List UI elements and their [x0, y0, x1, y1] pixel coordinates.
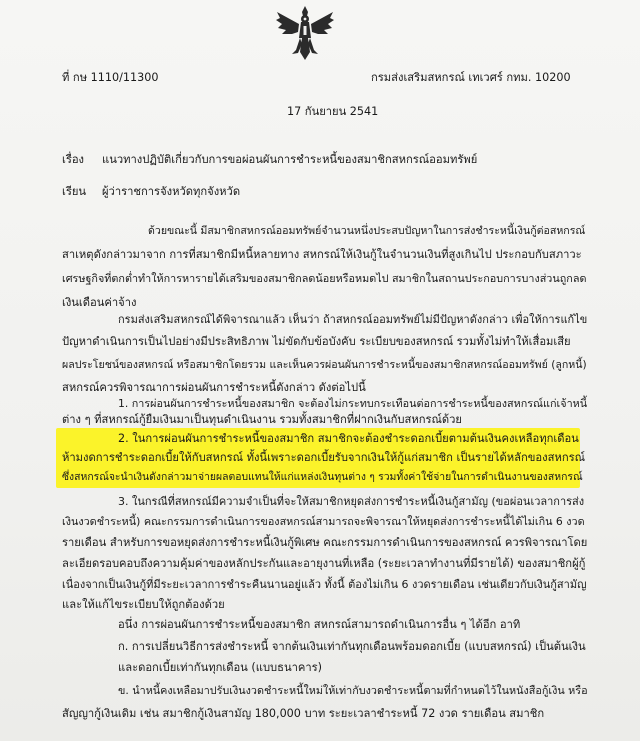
item-3-line-4: ละเอียดรอบคอบถึงความคุ้มค่าของหลักประกันและอายุงานที่เหลือ (ระยะเวลาทำงานที่มีรายได้) ของสมาชิกผู้กู้ — [62, 557, 586, 570]
p2-line-3: ผลประโยชน์ของสหกรณ์ หรือสมาชิกโดยรวม และเห็นควรผ่อนผันการชำระหนี้ของสมาชิกสหกรณ์ออมทรัพย์ (ลูกหนี้) — [62, 359, 587, 371]
p1-line-4: เงินเดือนค่าจ้าง — [62, 296, 137, 309]
p2-line-4: สหกรณ์ควรพิจารณาการผ่อนผันการชำระหนี้ดังกล่าว ดังต่อไปนี้ — [62, 381, 366, 394]
item-3-line-2: เงินงวดชำระหนี้) คณะกรรมการดำเนินการของสหกรณ์สามารถจะพิจารณาให้หยุดส่งการชำระหนี้ได้ไม่เกิน 6 งวด — [62, 515, 585, 528]
item-3-line-3: รายเดือน สำหรับการขอหยุดส่งการชำระหนี้เงินกู้พิเศษ คณะกรรมการดำเนินการของสหกรณ์ ควรพิจารณาโดย — [62, 536, 588, 549]
item-1-line-1: 1. การผ่อนผันการชำระหนี้ของสมาชิก จะต้องไม่กระทบกระเทือนต่อการชำระหนี้ของสหกรณ์แก่เจ้าหนี้ — [118, 397, 588, 410]
item-2-line-2: ห้ามงดการชำระดอกเบี้ยให้กับสหกรณ์ ทั้งนี้เพราะดอกเบี้ยรับจากเงินให้กู้แก่สมาชิก เป็นรายได้หลักของสหกรณ์ — [62, 451, 585, 464]
document-date: 17 กันยายน 2541 — [287, 105, 379, 118]
issuing-office: กรมส่งเสริมสหกรณ์ เทเวศร์ กทม. 10200 — [371, 71, 571, 84]
p1-line-2: สาเหตุดังกล่าวมาจาก การที่สมาชิกมีหนี้หลายทาง สหกรณ์ให้เงินกู้ในจำนวนเงินที่สูงเกินไป ประกอบกับสภาวะ — [62, 248, 582, 261]
subitem-ka-line-1: ก. การเปลี่ยนวิธีการส่งชำระหนี้ จากต้นเงินเท่ากันทุกเดือนพร้อมดอกเบี้ย (แบบสหกรณ์) เป็นต้นเงิน — [118, 640, 586, 653]
subject-label: เรื่อง — [62, 153, 85, 166]
garuda-emblem — [274, 4, 336, 62]
p1-line-1: ด้วยขณะนี้ มีสมาชิกสหกรณ์ออมทรัพย์จำนวนหนึ่งประสบปัญหาในการส่งชำระหนี้เงินกู้ต่อสหกรณ์ — [148, 225, 586, 237]
document-number: ที่ กษ 1110/11300 — [62, 71, 159, 84]
item-3-line-1: 3. ในกรณีที่สหกรณ์มีความจำเป็นที่จะให้สมาชิกหยุดส่งการชำระหนี้เงินกู้สามัญ (ขอผ่อนเวลาการส่ง — [118, 495, 585, 508]
item-3-line-6: และให้แก้ไขระเบียบให้ถูกต้องด้วย — [62, 598, 225, 611]
item-4-line-1: อนึ่ง การผ่อนผันการชำระหนี้ของสมาชิก สหกรณ์สามารถดำเนินการอื่น ๆ ได้อีก อาทิ — [118, 618, 521, 631]
item-2-line-1: 2. ในการผ่อนผันการชำระหนี้ของสมาชิก สมาชิกจะต้องชำระดอกเบี้ยตามต้นเงินคงเหลือทุกเดือน — [118, 432, 579, 445]
p1-line-3: เศรษฐกิจที่ตกต่ำทำให้การหารายได้เสริมของสมาชิกลดน้อยหรือหมดไป สมาชิกในสถานประกอบการบางส่วนถูกลด — [62, 272, 587, 285]
addressee-label: เรียน — [62, 185, 87, 198]
item-2-line-3: ซึ่งสหกรณ์จะนำเงินดังกล่าวมาจ่ายผลตอบแทนให้แก่แหล่งเงินทุนต่าง ๆ รวมทั้งค่าใช้จ่ายในการดำเนินงานของสหกรณ์ — [62, 471, 583, 483]
item-3-line-5: เนื่องจากเป็นเงินกู้ที่มีระยะเวลาการชำระคืนนานอยู่แล้ว ทั้งนี้ ต้องไม่เกิน 6 งวดรายเดือน เช่นเดียวกับเงินกู้สามัญ — [62, 578, 587, 591]
p2-line-1: กรมส่งเสริมสหกรณ์ได้พิจารณาแล้ว เห็นว่า ถ้าสหกรณ์ออมทรัพย์ไม่มีปัญหาดังกล่าว เพื่อให้การแก้ไข — [118, 313, 588, 326]
p2-line-2: ปัญหาดำเนินการเป็นไปอย่างมีประสิทธิภาพ ไม่ขัดกับข้อบังคับ ระเบียบของสหกรณ์ รวมทั้งไม่ทำให้เสื่อมเสีย — [62, 335, 571, 348]
subitem-ka-line-2: และดอกเบี้ยเท่ากันทุกเดือน (แบบธนาคาร) — [118, 661, 323, 674]
subitem-kha-line-1: ข. นำหนี้คงเหลือมาปรับเงินงวดชำระหนี้ใหม่ให้เท่ากับงวดชำระหนี้ตามที่กำหนดไว้ในหนังสือกู้เงิน หรือ — [118, 684, 588, 697]
subitem-kha-line-2: สัญญากู้เงินเดิม เช่น สมาชิกกู้เงินสามัญ 180,000 บาท ระยะเวลาชำระหนี้ 72 งวด รายเดือน สมาชิก — [62, 707, 545, 720]
addressee-text: ผู้ว่าราชการจังหวัดทุกจังหวัด — [102, 185, 241, 198]
subject-text: แนวทางปฏิบัติเกี่ยวกับการขอผ่อนผันการชำระหนี้ของสมาชิกสหกรณ์ออมทรัพย์ — [102, 153, 478, 166]
item-1-line-2: ต่าง ๆ ที่สหกรณ์กู้ยืมเงินมาเป็นทุนดำเนินงาน รวมทั้งสมาชิกที่ฝากเงินกับสหกรณ์ด้วย — [62, 413, 462, 426]
